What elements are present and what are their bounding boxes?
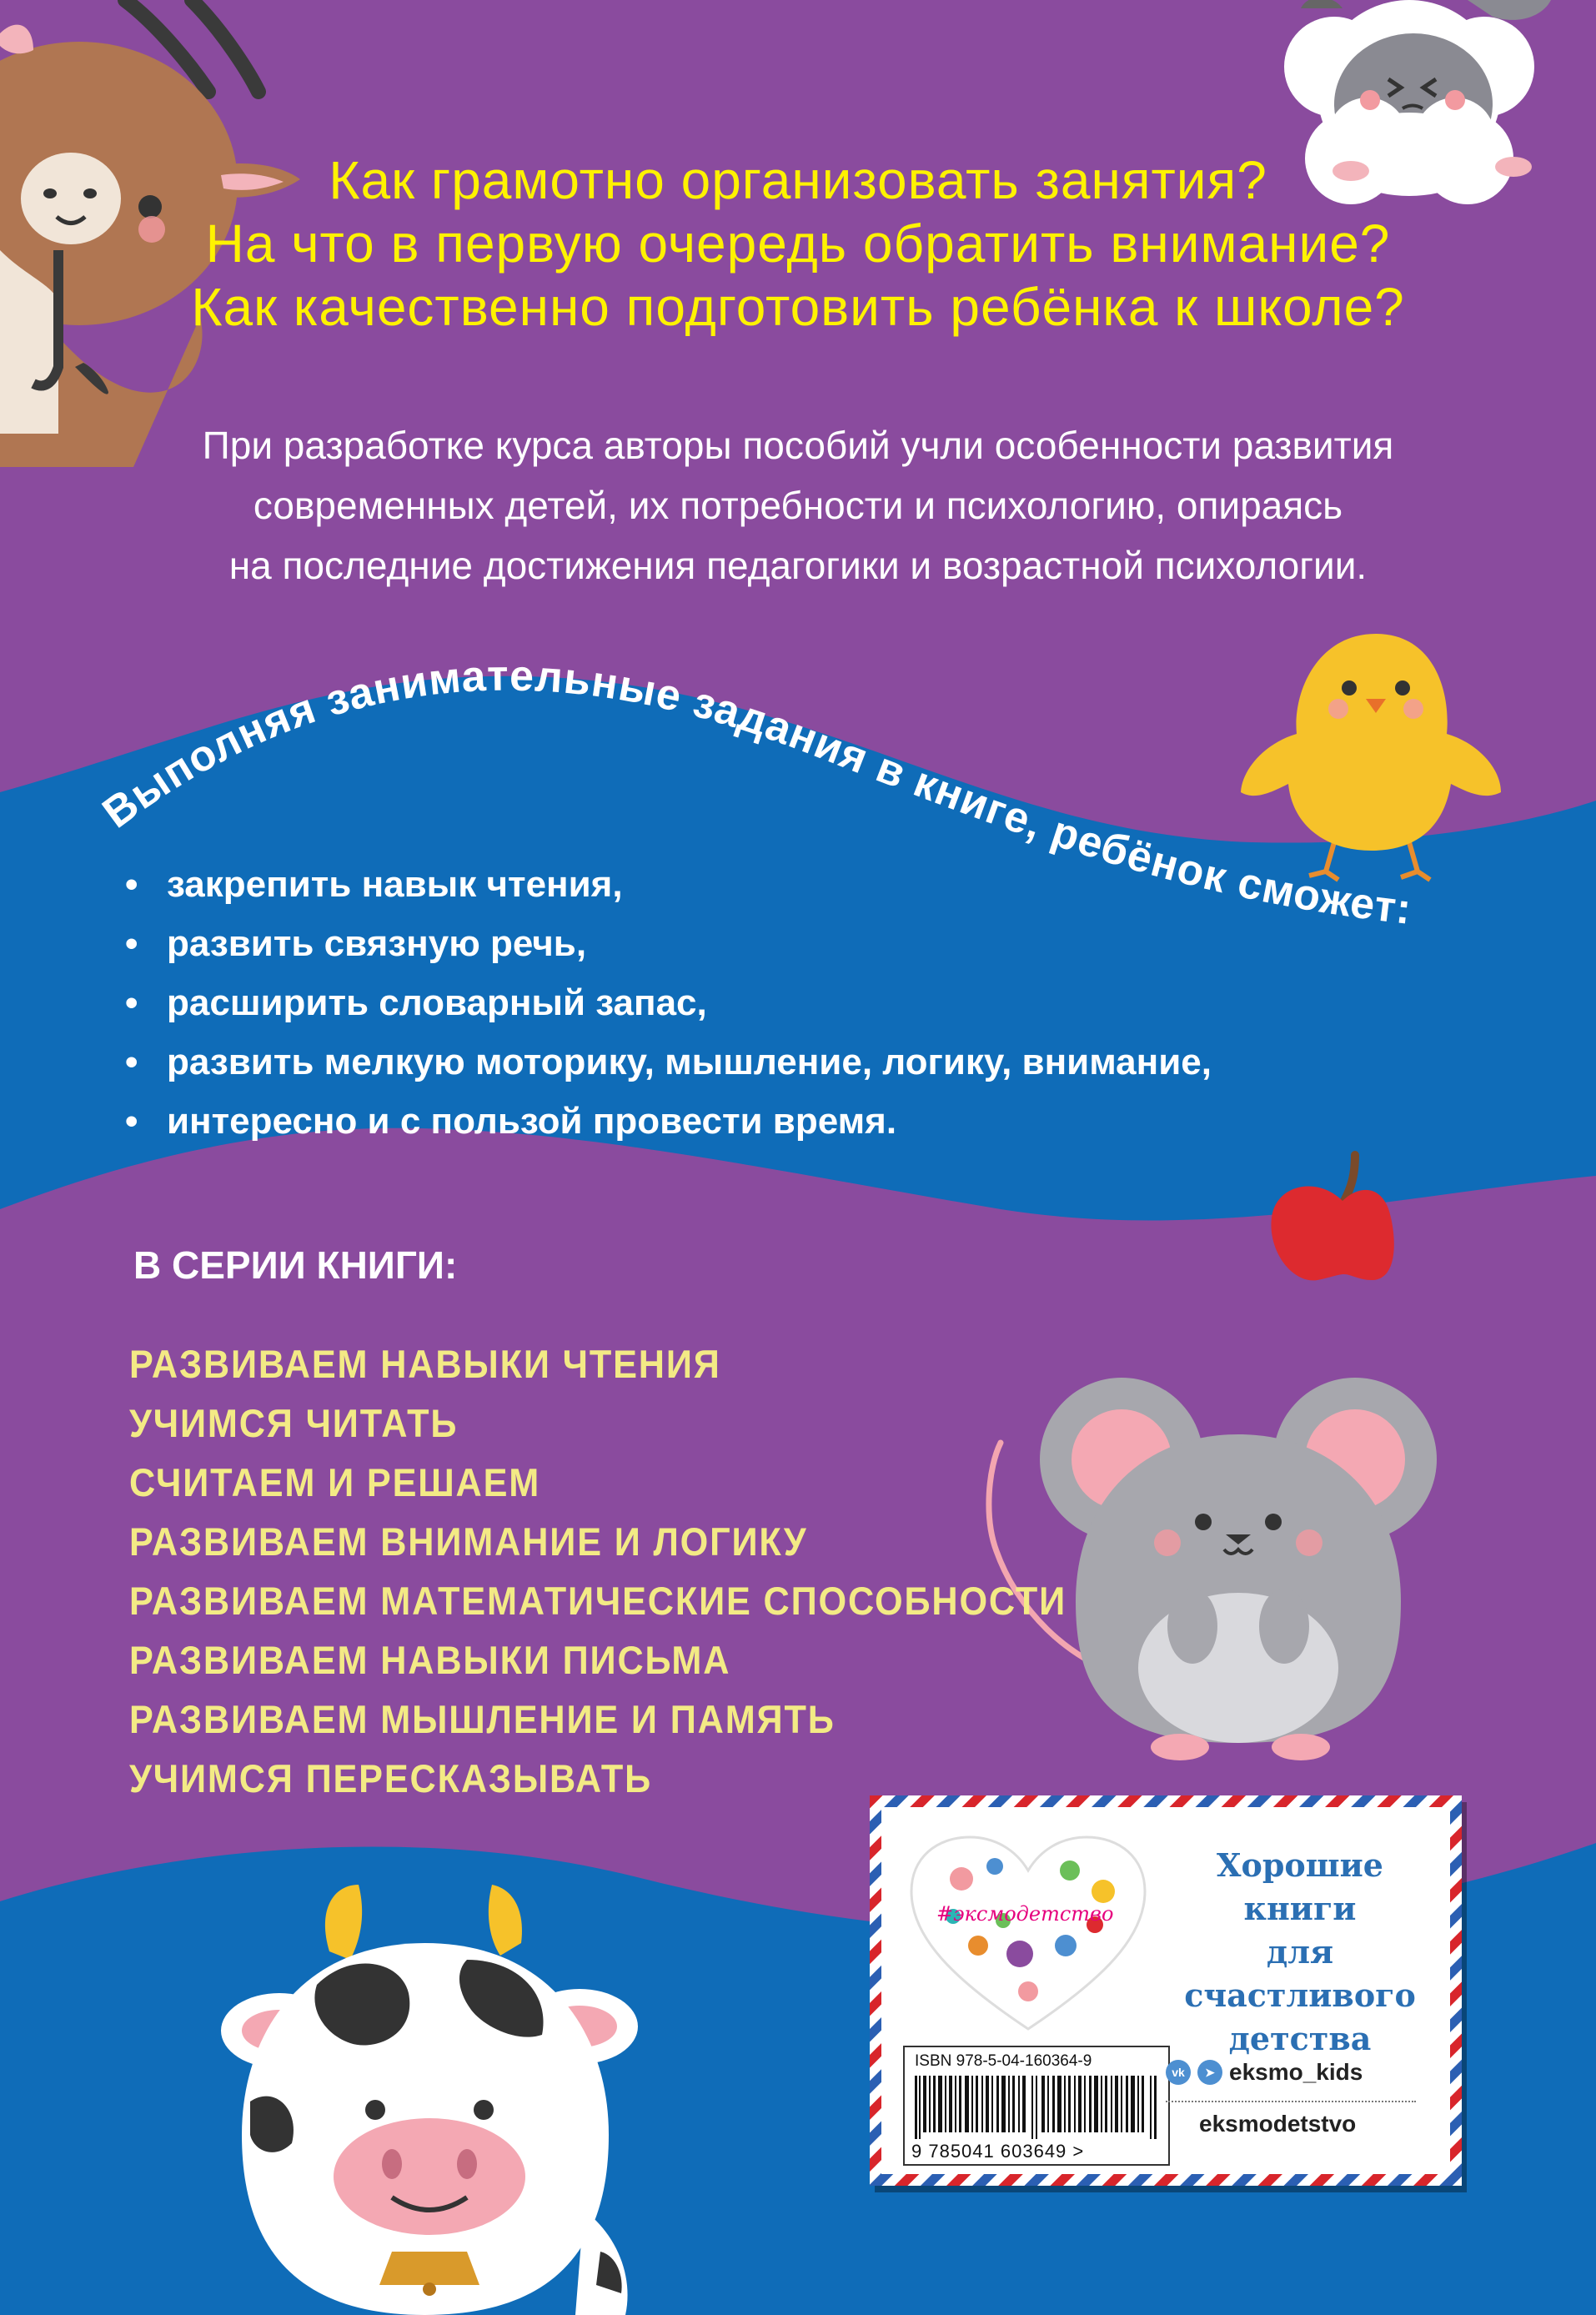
list-item [125, 855, 1212, 914]
social-row [1166, 2049, 1433, 2096]
series-list [129, 1334, 1148, 1808]
barcode-icon [915, 2076, 1158, 2139]
question-line: Как грамотно организовать занятия? [329, 150, 1267, 210]
list-item [125, 973, 1212, 1032]
list-item [125, 1092, 1212, 1151]
intro-line: современных детей, их потребности и психологию, опираясь [253, 484, 1343, 527]
series-item: РАЗВИВАЕМ МАТЕМАТИЧЕСКИЕ СПОСОБНОСТИ [129, 1579, 1067, 1623]
intro-line: При разработке курса авторы пособий учли особенности развития [202, 424, 1394, 467]
skills-list [125, 855, 1212, 1151]
heart-icon [903, 1829, 1153, 2037]
bullet-icon: • [125, 864, 138, 905]
series-item: СЧИТАЕМ И РЕШАЕМ [129, 1460, 541, 1504]
slogan [1150, 1844, 1450, 2061]
social-handle: eksmo_kids [1229, 2059, 1363, 2085]
vk-icon: vk [1166, 2060, 1191, 2085]
series-item: УЧИМСЯ ПЕРЕСКАЗЫВАТЬ [129, 1756, 653, 1800]
series-item: РАЗВИВАЕМ ВНИМАНИЕ И ЛОГИКУ [129, 1519, 808, 1564]
arc-heading-text: Выполняя занимательные задания в книге, ребёнок сможет: [93, 651, 1414, 934]
barcode-box [903, 2046, 1170, 2166]
list-item-text: расширить словарный запас, [167, 982, 707, 1023]
slogan-line: для счастливого [1184, 1933, 1416, 2014]
series-item: РАЗВИВАЕМ НАВЫКИ ЧТЕНИЯ [129, 1342, 721, 1386]
publisher-card [870, 1795, 1462, 2186]
series-title: В СЕРИИ КНИГИ: [133, 1243, 458, 1287]
list-item [125, 1032, 1212, 1092]
slogan-line: Хорошие [1217, 1846, 1383, 1884]
bullet-icon: • [125, 982, 138, 1023]
slogan-line: детства [1228, 2020, 1372, 2057]
intro-line: на последние достижения педагогики и возрастной психологии. [228, 544, 1368, 587]
series-item: УЧИМСЯ ЧИТАТЬ [129, 1401, 459, 1445]
slogan-line: книги [1243, 1890, 1357, 1927]
series-item: РАЗВИВАЕМ НАВЫКИ ПИСЬМА [129, 1638, 731, 1682]
list-item-text: развить связную речь, [167, 923, 587, 964]
hashtag: #эксмодетство [936, 1902, 1114, 1926]
isbn-text: ISBN 978-5-04-160364-9 [915, 2052, 1092, 2070]
divider [1166, 2101, 1416, 2102]
arc-heading [0, 0, 1596, 1001]
question-line: На что в первую очередь обратить внимание? [205, 213, 1391, 274]
series-item: РАЗВИВАЕМ МЫШЛЕНИЕ И ПАМЯТЬ [129, 1697, 836, 1741]
list-item-text: закрепить навык чтения, [167, 864, 623, 905]
list-item-text: интересно и с пользой провести время. [167, 1101, 897, 1142]
question-line: Как качественно подготовить ребёнка к школе? [191, 277, 1405, 337]
list-item-text: развить мелкую моторику, мышление, логику, внимание, [167, 1042, 1212, 1082]
bullet-icon: • [125, 1042, 138, 1082]
telegram-icon: ➤ [1197, 2060, 1222, 2085]
list-item [125, 914, 1212, 973]
site-handle: eksmodetstvo [1199, 2111, 1357, 2137]
bullet-icon: • [125, 923, 138, 964]
barcode-number: 9 785041 603649 > [911, 2141, 1085, 2162]
bullet-icon: • [125, 1101, 138, 1142]
social-block [1166, 2049, 1433, 2137]
